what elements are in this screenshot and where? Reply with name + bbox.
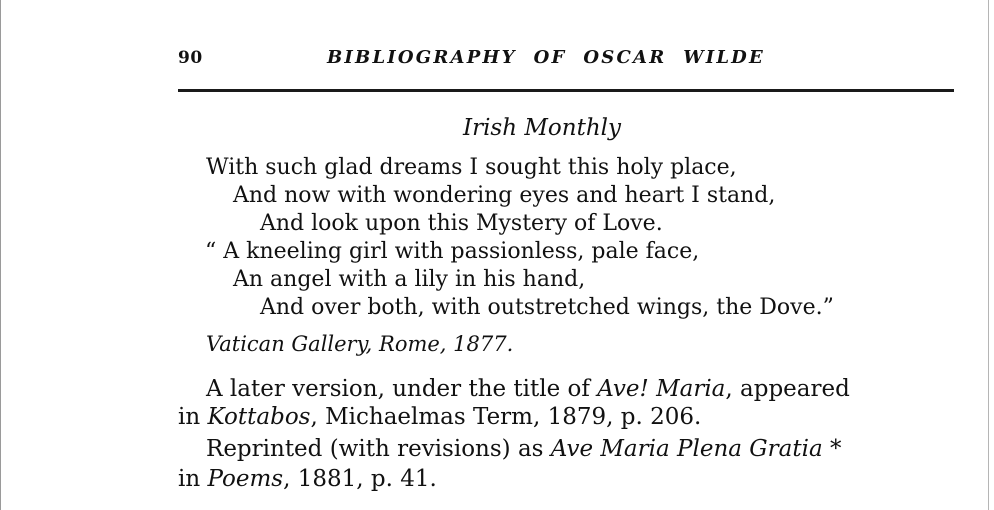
poem-line-2: And now with wondering eyes and heart I stand, bbox=[233, 183, 776, 208]
note-paragraph-1-line-1 bbox=[206, 378, 850, 401]
publication-title: Kottabos bbox=[207, 404, 311, 430]
page-border-left bbox=[0, 0, 1, 510]
note-text: Reprinted (with revisions) as bbox=[206, 436, 551, 462]
note-text: * bbox=[822, 436, 842, 462]
work-title: Ave! Maria bbox=[597, 376, 726, 402]
note-text: in bbox=[178, 466, 208, 492]
note-paragraph-1-line-2 bbox=[178, 406, 701, 429]
page-border-right bbox=[988, 0, 989, 510]
poem-dateline: Vatican Gallery, Rome, 1877. bbox=[206, 332, 514, 356]
note-paragraph-2-line-1 bbox=[206, 438, 842, 461]
note-text: , Michaelmas Term, 1879, p. 206. bbox=[310, 404, 702, 430]
note-text: , appeared bbox=[725, 376, 850, 402]
note-text: A later version, under the title of bbox=[206, 376, 598, 402]
note-text: , 1881, p. 41. bbox=[283, 466, 437, 492]
running-title: BIBLIOGRAPHY OF OSCAR WILDE bbox=[327, 47, 765, 68]
page-number: 90 bbox=[178, 48, 203, 68]
poem-line-6: And over both, with outstretched wings, the Dove.” bbox=[260, 295, 834, 320]
note-paragraph-2-line-2 bbox=[178, 468, 437, 491]
poem-line-4: “ A kneeling girl with passionless, pale face, bbox=[205, 239, 700, 264]
note-text: in bbox=[178, 404, 208, 430]
section-title: Irish Monthly bbox=[463, 115, 621, 141]
publication-title: Poems bbox=[207, 466, 284, 492]
work-title: Ave Maria Plena Gratia bbox=[550, 436, 823, 462]
poem-line-1: With such glad dreams I sought this holy place, bbox=[206, 155, 737, 180]
poem-line-5: An angel with a lily in his hand, bbox=[233, 267, 586, 292]
poem-line-3: And look upon this Mystery of Love. bbox=[260, 211, 663, 236]
header-rule bbox=[178, 89, 954, 92]
